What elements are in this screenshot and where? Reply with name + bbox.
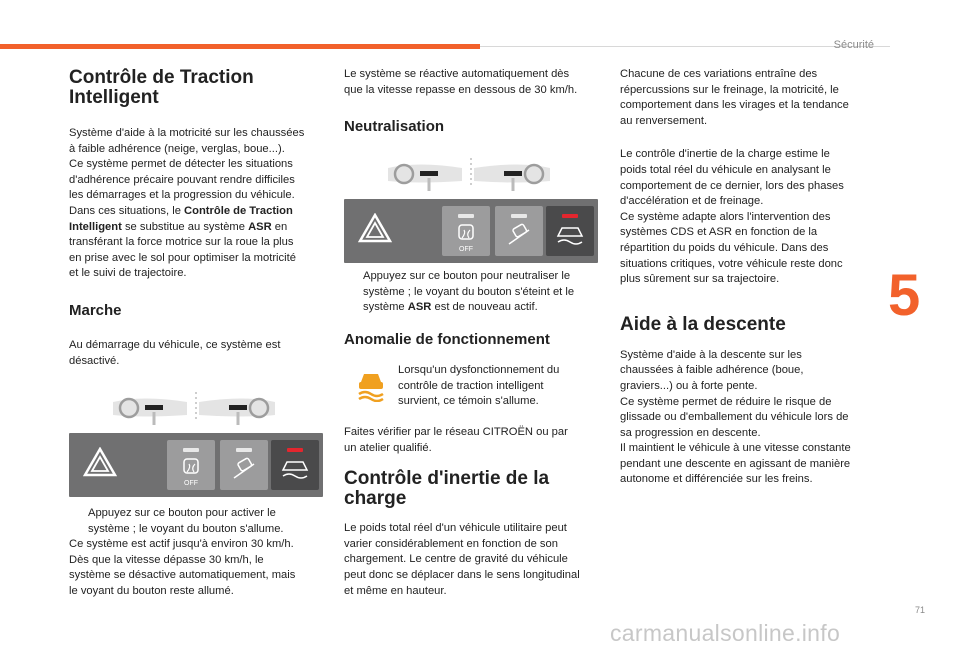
hill-descent-icon <box>220 440 268 490</box>
descent-text: Système d'aide à la descente sur les chaussées à faible adhérence (boue, graviers...) ou à forte pente. Ce système permet de réduire le risque de glissade ou d'emballement du véhicule lors de sa progression en descente. Il maintient le véhicule à une vitesse constante pendant une descente en agissant de manière autonome et différenciée sur les freins. <box>620 348 851 486</box>
esp-off-icon <box>442 206 490 256</box>
title-descente: Aide à la descente <box>620 313 786 335</box>
traction-control-icon <box>271 440 319 490</box>
section-title: Sécurité <box>833 39 874 51</box>
hill-descent-button[interactable] <box>495 206 543 256</box>
column-1 <box>69 68 331 369</box>
anomaly-text: Lorsqu'un dysfonctionnement du contrôle de traction intelligent survient, ce témoin s'allume. <box>398 364 560 408</box>
column-2-top <box>344 67 606 136</box>
title-marche: Marche <box>69 301 122 319</box>
steering-controls-icon <box>69 392 323 426</box>
neutralise-instruction: Appuyez sur ce bouton pour neutraliser le système ; le voyant du bouton s'éteint et le système ASR est de nouveau actif. <box>363 270 575 314</box>
column-2-bottom <box>344 425 606 599</box>
esp-off-button[interactable] <box>167 440 215 490</box>
column-2-middle <box>344 269 606 349</box>
traction-intro: Système d'aide à la motricité sur les chaussées à faible adhérence (neige, verglas, boue...). Ce système permet de détecter les situations d'adhérence précaire pouvant rendre difficiles les démarrages et la progression du véhicule. Dans ces situations, le Contrôle de Traction Intelligent se substitue au système ASR en transférant la force motrice sur la roue la plus en prise avec le sol pour optimiser la motricité et le suivi de trajectoire. <box>69 127 305 280</box>
switch-panel <box>344 199 598 263</box>
header-rule <box>480 46 890 47</box>
title-anomalie: Anomalie de fonctionnement <box>344 330 550 348</box>
title-inertie: Contrôle d'inertie de la charge <box>344 468 550 510</box>
esp-off-button[interactable] <box>442 206 490 256</box>
switch-panel <box>69 433 323 497</box>
hazard-warning-icon <box>83 447 117 477</box>
steering-controls-icon <box>344 158 598 192</box>
hill-descent-button[interactable] <box>220 440 268 490</box>
esp-off-icon <box>167 440 215 490</box>
speed-info: Ce système est actif jusqu'à environ 30 km/h. Dès que la vitesse dépasse 30 km/h, le système se désactive automatiquement, mais le voyant du bouton reste allumé. <box>69 538 296 597</box>
dashboard-illustration-deactivate <box>344 158 598 263</box>
check-network-text: Faites vérifier par le réseau CITROËN ou par un atelier qualifié. <box>344 426 568 454</box>
watermark: carmanualsonline.info <box>610 620 841 646</box>
title-traction: Contrôle de Traction Intelligent <box>69 67 254 108</box>
traction-warning-lamp-icon <box>354 368 388 402</box>
hazard-warning-icon <box>358 213 392 243</box>
variations-text: Chacune de ces variations entraîne des répercussions sur le freinage, la motricité, le comportement dans les virages et la tendance au renversement. <box>620 68 849 127</box>
activate-instruction: Appuyez sur ce bouton pour activer le système ; le voyant du bouton s'allume. <box>88 507 284 535</box>
chapter-number: 5 <box>888 263 921 328</box>
estimate-text: Le contrôle d'inertie de la charge estime le poids total réel du véhicule en analysant le comportement de ce dernier, lors des phases d'accélération et de freinage. Ce système adapte alors l'intervention des systèmes CDS et ASR en fonction de la répartition du poids du véhicule. Dans des situations critiques, votre véhicule reste donc plus sûrement sur sa trajectoire. <box>620 148 844 286</box>
page-number: 71 <box>915 605 926 615</box>
hill-descent-icon <box>495 206 543 256</box>
dashboard-illustration-activate <box>69 392 323 497</box>
marche-text: Au démarrage du véhicule, ce système est désactivé. <box>69 338 281 367</box>
traction-control-icon <box>546 206 594 256</box>
svg-text:OFF: OFF <box>459 246 473 253</box>
title-neutralisation: Neutralisation <box>344 118 445 136</box>
traction-control-button[interactable] <box>271 440 319 490</box>
header-accent-bar <box>0 44 480 49</box>
inertia-text: Le poids total réel d'un véhicule utilitaire peut varier considérablement en fonction de son chargement. Le centre de gravité du véhicule peut donc se déplacer dans le sens longitudinal et même en hauteur. <box>344 522 580 597</box>
traction-control-button[interactable] <box>546 206 594 256</box>
column-1-bottom <box>69 506 331 600</box>
svg-text:OFF: OFF <box>184 480 198 487</box>
column-3 <box>620 67 882 488</box>
reactivation-text: Le système se réactive automatiquement dès que la vitesse repasse en dessous de 30 km/h. <box>344 68 578 96</box>
